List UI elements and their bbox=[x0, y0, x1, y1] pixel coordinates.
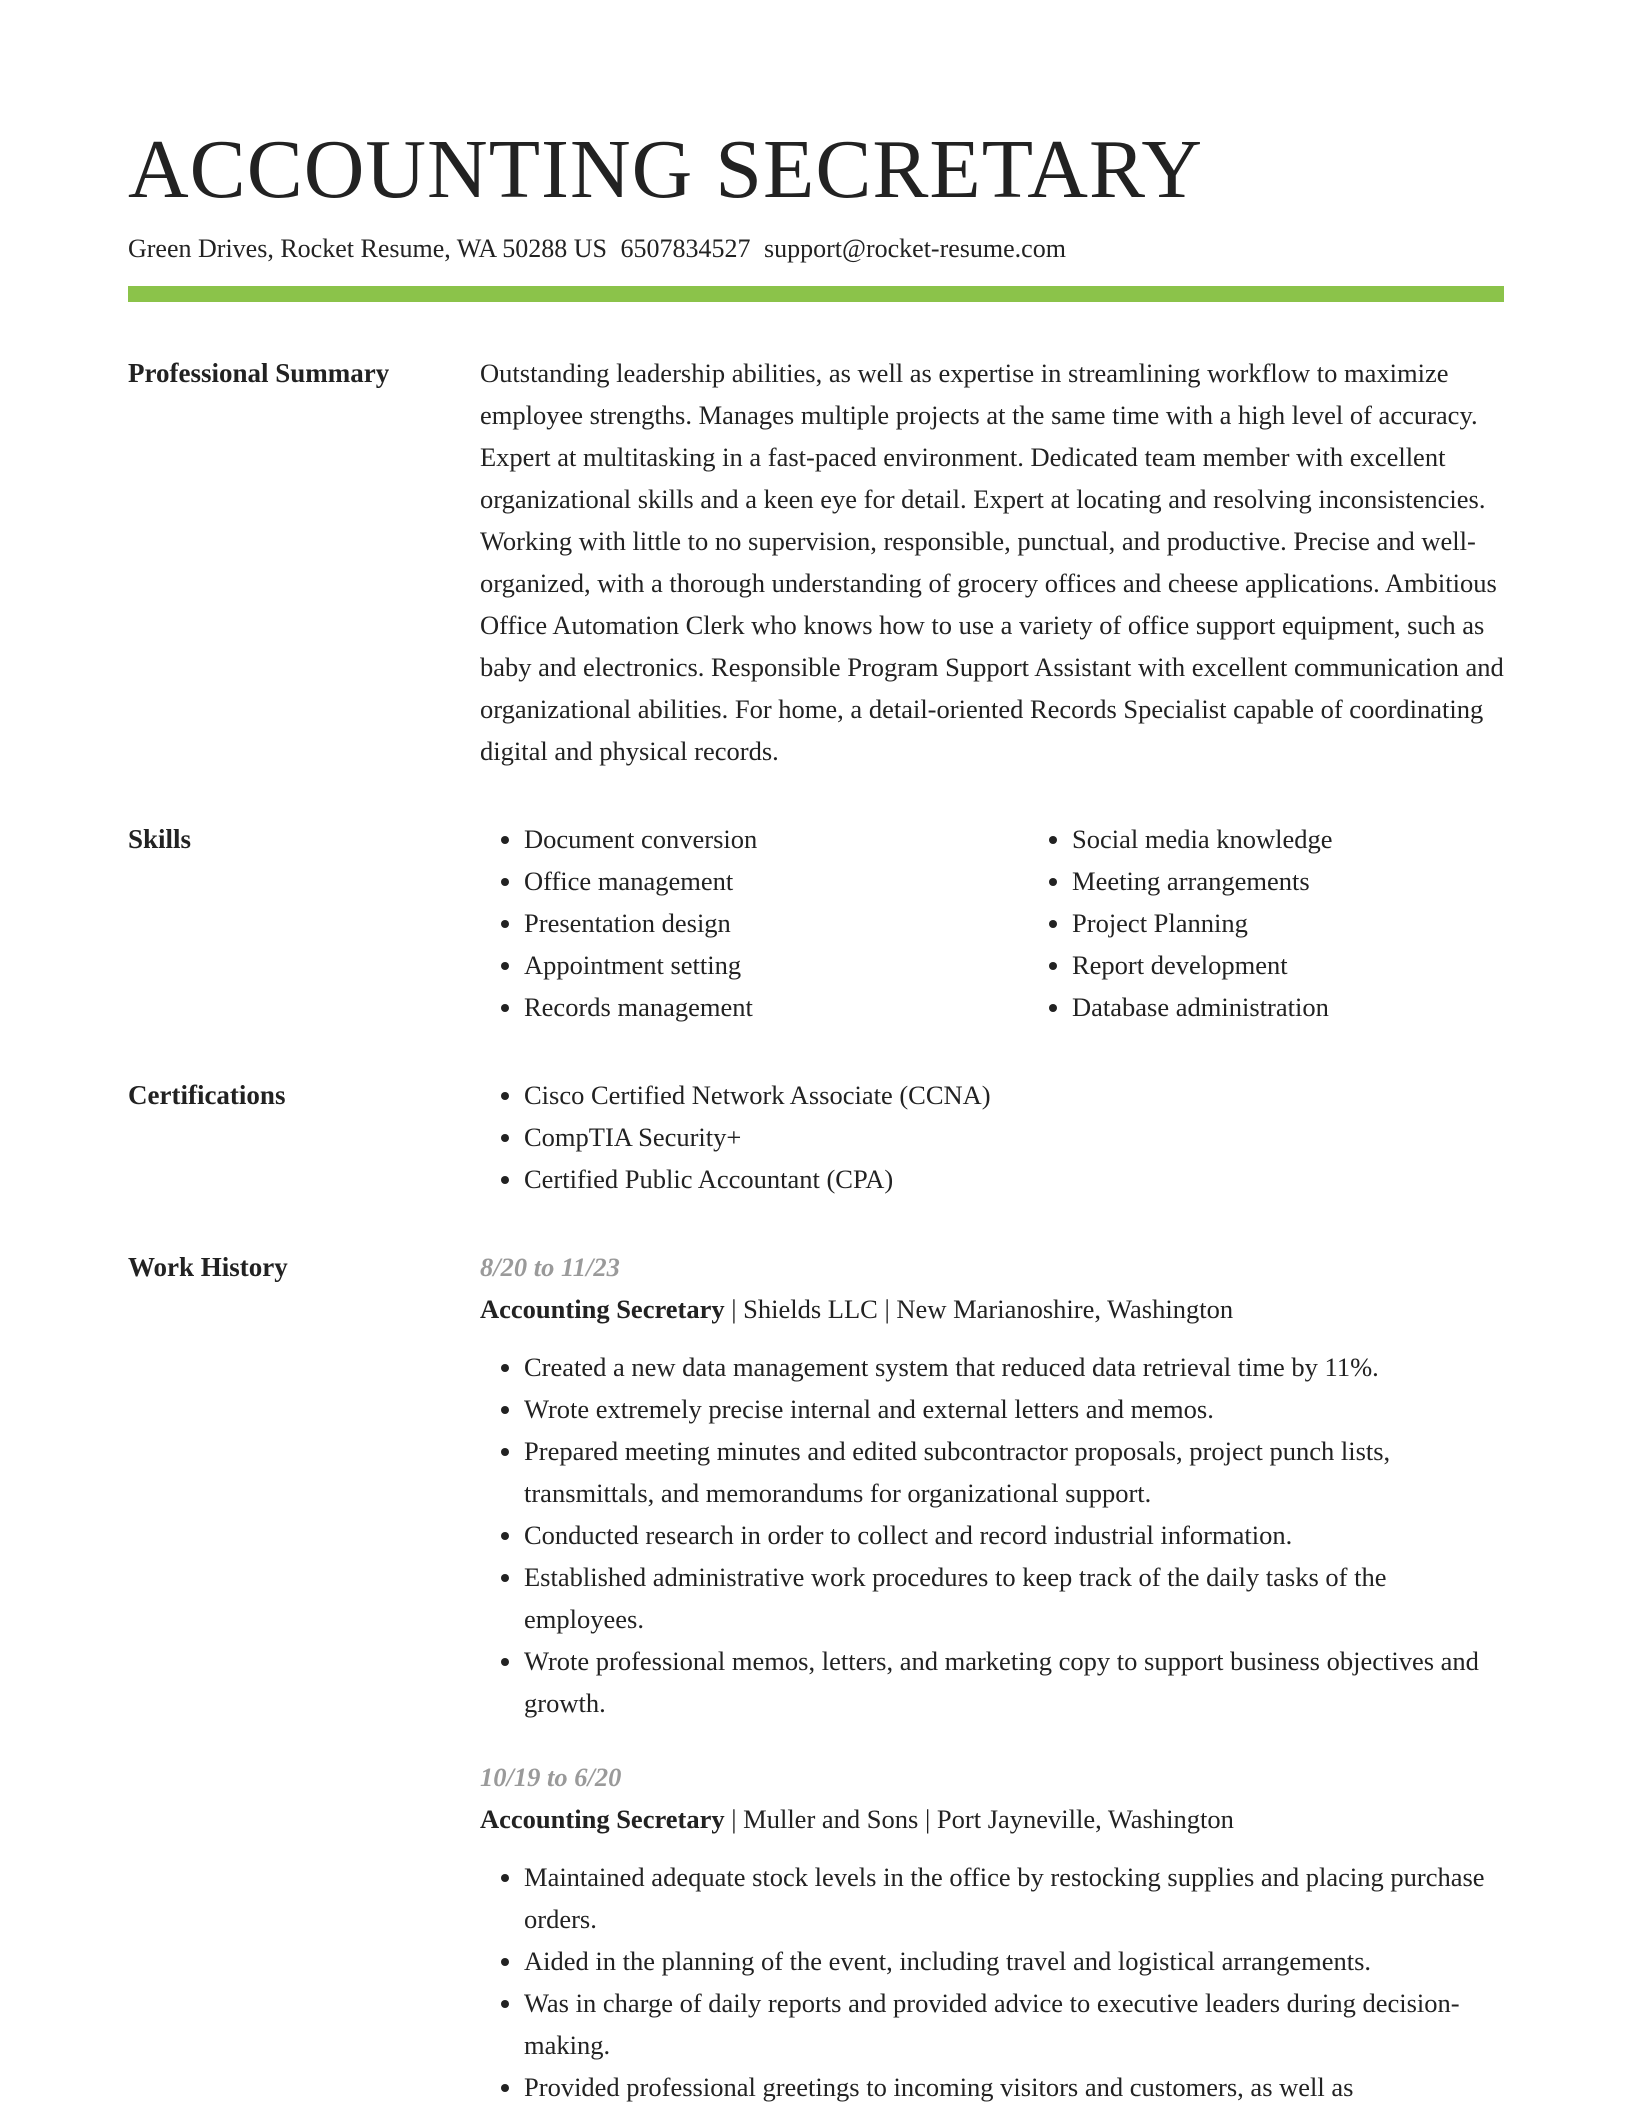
certifications-list bbox=[480, 1074, 1504, 1200]
skills-list-left bbox=[480, 818, 1028, 1028]
job-employer-location: | Shields LLC | New Marianoshire, Washington bbox=[731, 1294, 1234, 1324]
job-dates: 10/19 to 6/20 bbox=[480, 1762, 622, 1792]
skill-item: • Meeting arrangements bbox=[1072, 860, 1576, 902]
skill-item: • Office management bbox=[524, 860, 1028, 902]
skill-item: • Document conversion bbox=[524, 818, 1028, 860]
work-history-section bbox=[128, 1246, 1504, 2108]
job-bullet: • Wrote professional memos, letters, and marketing copy to support business objectives and growth. bbox=[524, 1640, 1504, 1724]
job-heading bbox=[480, 1798, 1504, 1840]
skill-item: • Project Planning bbox=[1072, 902, 1576, 944]
job-bullets bbox=[480, 1346, 1504, 1724]
skills-columns bbox=[480, 818, 1576, 1028]
job-bullet: • Created a new data management system that reduced data retrieval time by 11%. bbox=[524, 1346, 1504, 1388]
job-bullet: • Provided professional greetings to incoming visitors and customers, as well as bbox=[524, 2066, 1504, 2108]
work-history-heading: Work History bbox=[128, 1252, 288, 1282]
summary-text: Outstanding leadership abilities, as well as expertise in streamlining workflow to maximize employee strengths. Manages multiple projects at the same time with a high level of accuracy. Expert at multitasking in a fast-paced environment. Dedicated team member with excellent organizational skills and a keen eye for detail. Expert at locating and resolving inconsistencies. Working with little to no supervision, responsible, punctual, and productive. Precise and well-organized, with a thorough understanding of grocery offices and cheese applications. Ambitious Office Automation Clerk who knows how to use a variety of office support equipment, such as baby and electronics. Responsible Program Support Assistant with excellent communication and organizational abilities. For home, a detail-oriented Records Specialist capable of coordinating digital and physical records. bbox=[480, 358, 1504, 766]
contact-address: Green Drives, Rocket Resume, WA 50288 US bbox=[128, 234, 608, 263]
certification-item: • CompTIA Security+ bbox=[524, 1116, 1504, 1158]
skills-section bbox=[128, 818, 1504, 1028]
job-entry bbox=[480, 1246, 1504, 1724]
candidate-name: ACCOUNTING SECRETARY bbox=[128, 123, 1204, 216]
job-bullet: • Conducted research in order to collect and record industrial information. bbox=[524, 1514, 1504, 1556]
contact-phone: 6507834527 bbox=[620, 234, 751, 263]
job-bullet: • Established administrative work procedures to keep track of the daily tasks of the employees. bbox=[524, 1556, 1504, 1640]
contact-email: support@rocket-resume.com bbox=[764, 234, 1066, 263]
certifications-heading: Certifications bbox=[128, 1080, 286, 1110]
skill-item: • Records management bbox=[524, 986, 1028, 1028]
job-bullet: • Aided in the planning of the event, including travel and logistical arrangements. bbox=[524, 1940, 1504, 1982]
job-bullet: • Wrote extremely precise internal and external letters and memos. bbox=[524, 1388, 1504, 1430]
skills-heading: Skills bbox=[128, 824, 192, 854]
job-bullets bbox=[480, 1856, 1504, 2108]
skills-list-right bbox=[1028, 818, 1576, 1028]
job-title: Accounting Secretary bbox=[480, 1294, 725, 1324]
job-bullet: • Was in charge of daily reports and provided advice to executive leaders during decision-making. bbox=[524, 1982, 1504, 2066]
skill-item: • Report development bbox=[1072, 944, 1576, 986]
skill-item: • Appointment setting bbox=[524, 944, 1028, 986]
job-title: Accounting Secretary bbox=[480, 1804, 725, 1834]
certification-item: • Certified Public Accountant (CPA) bbox=[524, 1158, 1504, 1200]
summary-heading: Professional Summary bbox=[128, 358, 390, 388]
summary-section bbox=[128, 352, 1504, 772]
skill-item: • Presentation design bbox=[524, 902, 1028, 944]
contact-line bbox=[128, 232, 1504, 266]
job-employer-location: | Muller and Sons | Port Jayneville, Washington bbox=[731, 1804, 1234, 1834]
job-bullet: • Prepared meeting minutes and edited subcontractor proposals, project punch lists, transmittals, and memorandums for organizational support. bbox=[524, 1430, 1504, 1514]
skill-item: • Social media knowledge bbox=[1072, 818, 1576, 860]
job-heading bbox=[480, 1288, 1504, 1330]
resume-page bbox=[128, 120, 1504, 2108]
certifications-section bbox=[128, 1074, 1504, 1200]
header-divider bbox=[128, 286, 1504, 302]
skill-item: • Database administration bbox=[1072, 986, 1576, 1028]
job-entry bbox=[480, 1756, 1504, 2108]
certification-item: • Cisco Certified Network Associate (CCNA) bbox=[524, 1074, 1504, 1116]
job-bullet: • Maintained adequate stock levels in the office by restocking supplies and placing purchase orders. bbox=[524, 1856, 1504, 1940]
job-dates: 8/20 to 11/23 bbox=[480, 1252, 620, 1282]
